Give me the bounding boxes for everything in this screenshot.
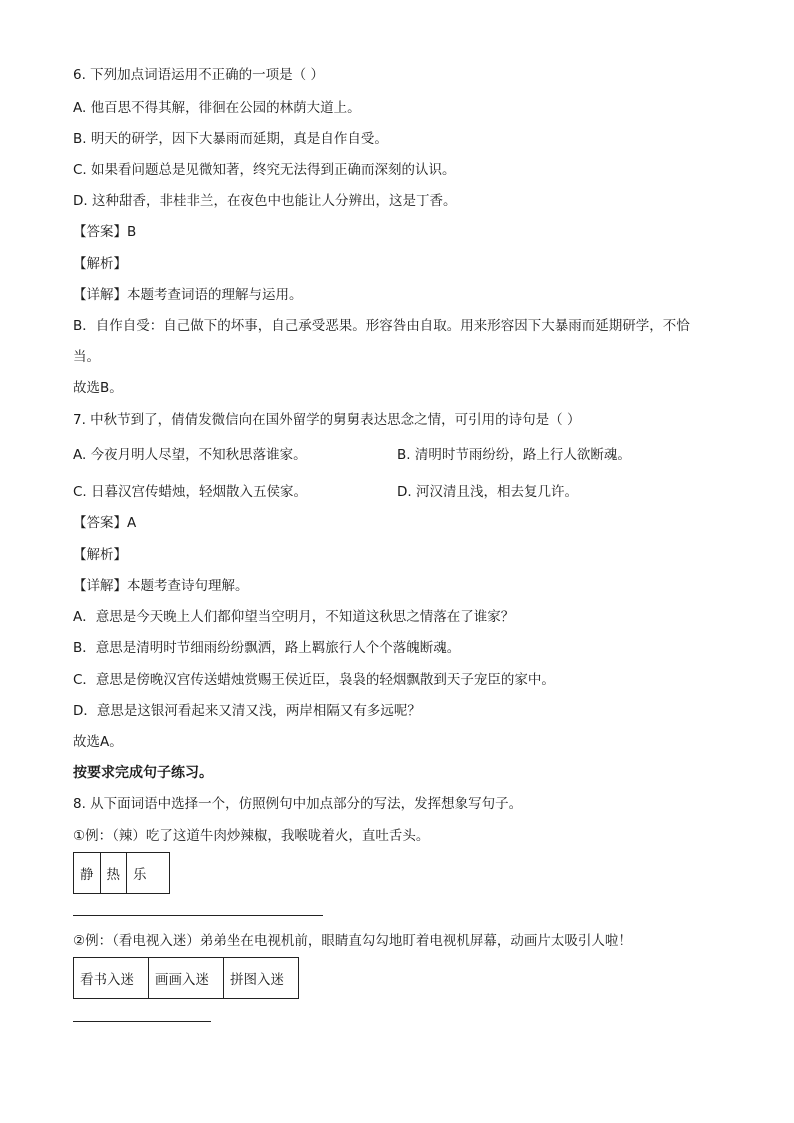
q6-conclusion: 故选B。 (73, 380, 123, 396)
q6-option-a: A. 他百思不得其解，徘徊在公园的林荫大道上。 (73, 100, 361, 116)
q6-answer: 【答案】B (73, 224, 137, 240)
answer-line-2[interactable] (73, 1021, 211, 1022)
answer-line-1[interactable] (73, 915, 323, 916)
q7-option-b: B. 清明时节雨纷纷，路上行人欲断魂。 (397, 447, 631, 463)
q7-explain-c: C．意思是傍晚汉宫传送蜡烛赏赐王侯近臣，袅袅的轻烟飘散到天子宠臣的家中。 (73, 672, 555, 688)
q8-stem: 8. 从下面词语中选择一个，仿照例句中加点部分的写法，发挥想象写句子。 (73, 796, 523, 812)
q7-answer: 【答案】A (73, 515, 137, 531)
q7-option-d: D. 河汉清且浅，相去复几许。 (397, 484, 578, 500)
q7-stem: 7. 中秋节到了，倩倩发微信向在国外留学的舅舅表达思念之情，可引用的诗句是（ ） (73, 412, 581, 428)
q7-explain-d: D．意思是这银河看起来又清又浅，两岸相隔又有多远呢？ (73, 703, 421, 719)
word-option-2: 热 (100, 853, 127, 894)
phrase-option-3: 拼图入迷 (224, 958, 299, 999)
word-option-1: 静 (74, 853, 101, 894)
q7-analysis-label: 【解析】 (73, 547, 127, 563)
q6-analysis-label: 【解析】 (73, 256, 127, 272)
section-title: 按要求完成句子练习。 (73, 765, 213, 781)
q6-explain-line2: 当。 (73, 349, 100, 365)
q7-conclusion: 故选A。 (73, 734, 123, 750)
phrase-option-1: 看书入迷 (74, 958, 149, 999)
q8-example-2: ②例：（看电视入迷）弟弟坐在电视机前，眼睛直勾勾地盯着电视机屏幕，动画片太吸引人啦！ (73, 933, 632, 949)
q7-detail: 【详解】本题考查诗句理解。 (73, 578, 249, 594)
q6-explain-line1: B．自作自受：自己做下的坏事，自己承受恶果。形容咎由自取。用来形容因下大暴雨而延期研学，不恰 (73, 318, 690, 334)
q7-option-a: A. 今夜月明人尽望，不知秋思落谁家。 (73, 447, 307, 463)
q7-explain-a: A．意思是今天晚上人们都仰望当空明月，不知道这秋思之情落在了谁家？ (73, 609, 515, 625)
word-option-3: 乐 (127, 853, 170, 894)
q6-option-d: D. 这种甜香，非桂非兰，在夜色中也能让人分辨出，这是丁香。 (73, 193, 457, 209)
q8-example-1: ①例：（辣）吃了这道牛肉炒辣椒，我喉咙着火，直吐舌头。 (73, 828, 430, 844)
q7-option-c: C. 日暮汉宫传蜡烛，轻烟散入五侯家。 (73, 484, 308, 500)
q6-stem: 6. 下列加点词语运用不正确的一项是（ ） (73, 67, 324, 83)
q6-option-b: B. 明天的研学，因下大暴雨而延期，真是自作自受。 (73, 131, 388, 147)
phrase-option-2: 画画入迷 (149, 958, 224, 999)
q6-detail: 【详解】本题考查词语的理解与运用。 (73, 287, 303, 303)
q8-word-table-1 (73, 852, 170, 894)
q7-explain-b: B．意思是清明时节细雨纷纷飘洒，路上羁旅行人个个落魄断魂。 (73, 640, 461, 656)
q8-word-table-2 (73, 957, 299, 999)
q6-option-c: C. 如果看问题总是见微知著，终究无法得到正确而深刻的认识。 (73, 162, 456, 178)
